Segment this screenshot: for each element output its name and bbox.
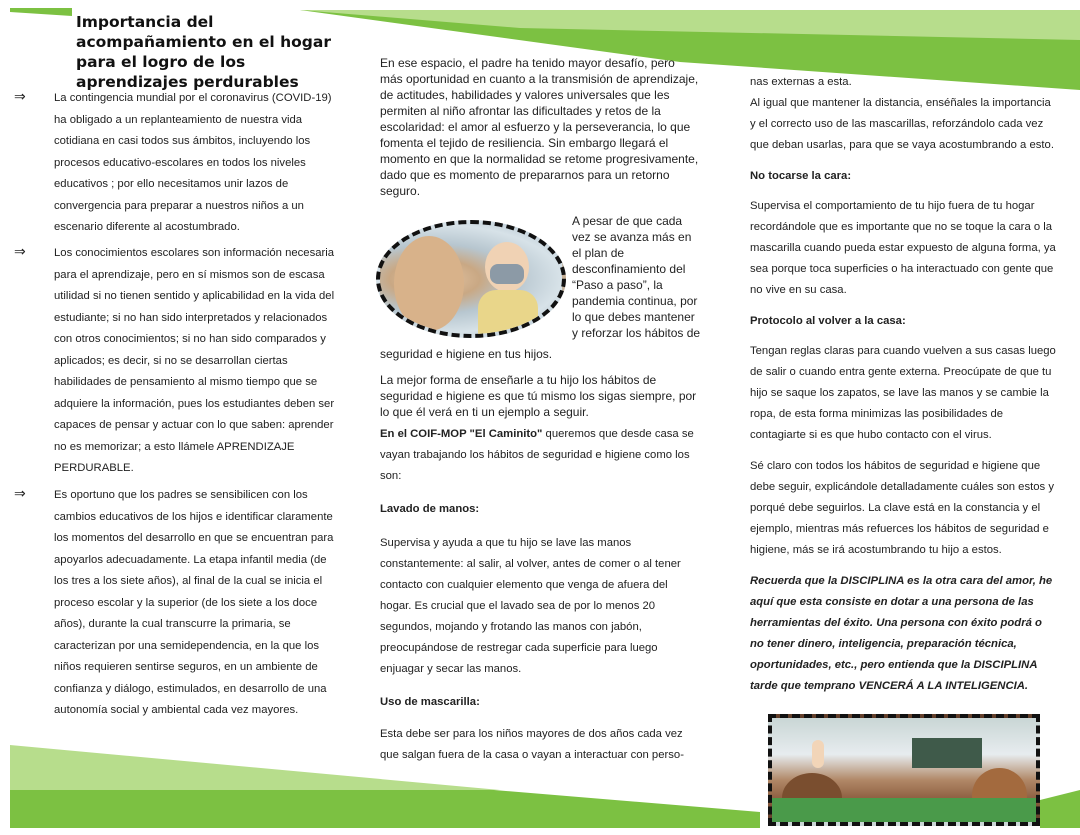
best-way-paragraph: La mejor forma de enseñarle a tu hijo los hábitos de seguridad e higiene es que tú mismo los sigas siempre, por lo que él verá en ti un ejemplo a seguir. (380, 373, 697, 419)
mask-text: Esta debe ser para los niños mayores de dos años cada vez que salgan fuera de la casa o vayan a interactuar con perso- (380, 728, 684, 761)
classroom-photo (768, 714, 1040, 826)
right-body (750, 72, 1058, 697)
photo-wrap-paragraph: A pesar de que cada vez se avanza más en el plan de desconfinamiento del “Paso a paso”, la pandemia continua, por lo que debes mantener y reforzar los hábitos de (572, 214, 701, 340)
bullet-text: La contingencia mundial por el coronavirus (COVID-19) ha obligado a un replanteamiento de nuestra vida cotidiana en casi todos sus ámbitos, incluyendo los procesos educativo-escolares en todos los niveles educativos ; por ello necesitamos unir lazos de convergencia para preparar a nuestros niños a un escenario diferente al acostumbrado. (54, 92, 332, 233)
arrow-icon: ⇒ (14, 88, 26, 104)
bottom-right-green-band (1040, 790, 1080, 828)
coif-rest: queremos que desde casa se vayan trabajando los hábitos de seguridad e higiene como los son: (380, 428, 694, 482)
chalkboard (912, 738, 982, 768)
photo-wrap-end: seguridad e higiene en tus hijos. (380, 347, 553, 361)
discipline-quote: Recuerda que la DISCIPLINA es la otra cara del amor, he aquí que esta consiste en dotar a una persona de las herramientas del éxito. Una persona con éxito podrá o no tener dinero, inteligencia, preparación técnica, oportunidades, etc., pero entienda que la DISCIPLINA tarde que temprano VENCERÁ A LA INTELIGENCIA. (750, 575, 1053, 692)
child-shirt (478, 290, 538, 338)
handwash-heading: Lavado de manos: (380, 503, 480, 515)
arrow-icon: ⇒ (14, 243, 26, 259)
distance-paragraph: Al igual que mantener la distancia, enséñales la importancia y el correcto uso de las mascarillas, reforzándolo cada vez que deban usarlas, para que se vaya acostumbrando a esto. (750, 97, 1054, 151)
face-text: Supervisa el comportamiento de tu hijo fuera de tu hogar recordándole que es importante que no se toque la cara o la mascarilla cuando pueda estar expuesto de alguna forma, ya sea porque toca superficies o ha interactuado con gente que no vive en su casa. (750, 200, 1056, 296)
desk-row (772, 798, 1036, 822)
top-left-green-band (10, 8, 72, 16)
middle-intro (380, 55, 700, 199)
raised-hand (812, 740, 824, 768)
mask-continuation: nas externas a esta. (750, 76, 852, 88)
bullet-text: Los conocimientos escolares son información necesaria para el aprendizaje, pero en sí mismos son de escasa utilidad si no tienen sentido y aplicabilidad en la vida del estudiante; si no han sido interpretados y relacionados con otros conocimientos; si no han sido comparados y aplicados; es decir, si no se desarrollan ciertas habilidades de pensamiento al mismo tiempo que se adquiere la información, pues los estudiantes deben ser capaces de pensar y actuar con lo que saben: aprender no es memorizar; a esto llámele APRENDIZAJE PERDURABLE. (54, 247, 335, 474)
photo-wrap-text (572, 213, 704, 341)
bullet-text: Es oportuno que los padres se sensibilicen con los cambios educativos de los hijos e identificar claramente los momentos del desarrollo en que se encuentran para apoyarlos adecuadamente. La etapa infantil media (de los tres a los siete años), al final de la cual se inicia el proceso escolar y la superior (de los siete a los doce años), durante la cual transcurre la primaria, se caracterizan por una semidependencia, en la que los niños requieren sentirse seguros, en un ambiente de confianza y diálogo, estimulados, en desarrollo de una autonomía social y ambiental cada vez mayores. (54, 489, 334, 716)
intro-paragraph: En ese espacio, el padre ha tenido mayor desafío, pero más oportunidad en cuanto a la transmisión de aprendizaje, de actitudes, habilidades y valores universales que les permiten al niño afrontar las dificultades y retos de la escolaridad: el amor al esfuerzo y la perseverancia, lo que fomenta el tejido de resiliencia. Sin embargo llegará el momento en que la normalidad se retome progresivamente, dado que es momento de prepararnos para un retorno seguro. (380, 56, 699, 198)
mask-heading: Uso de mascarilla: (380, 696, 480, 708)
clear-rules-text: Sé claro con todos los hábitos de seguridad e higiene que debe seguir, explicándole detalladamente cuáles son estos y porqué debe seguirlos. La clave está en la constancia y el ejemplo, mientras más refuerces los hábitos de seguridad e higiene, más se irá acostumbrando tu hijo a estos. (750, 460, 1054, 556)
middle-body (380, 346, 700, 766)
face-mask (490, 264, 524, 284)
mother-daughter-mask-photo (376, 220, 566, 338)
page-title: Importancia del acompañamiento en el hogar para el logro de los aprendizajes perdurables (76, 13, 332, 91)
handwash-text: Supervisa y ayuda a que tu hijo se lave las manos constantemente: al salir, al volver, antes de comer o al tener contacto con cualquier elemento que venga de afuera del hogar. Es crucial que el lavado sea de por lo menos 20 segundos, mojando y frotando las manos con jabón, preocupándose de restregar cada superficie para luego enjuagar y secar las manos. (380, 537, 681, 675)
face-heading: No tocarse la cara: (750, 170, 852, 182)
coif-paragraph (380, 424, 700, 487)
protocol-heading: Protocolo al volver a la casa: (750, 315, 906, 327)
coif-name: En el COIF-MOP "El Caminito" (380, 428, 543, 440)
protocol-text: Tengan reglas claras para cuando vuelven a sus casas luego de salir o cuando entra gente externa. Preocúpate de que tu hijo se saque los zapatos, se lave las manos y se cambie la ropa, de esta forma minimizas las posibilidades de contagiarte si es que hubo contacto con el virus. (750, 345, 1056, 441)
arrow-icon: ⇒ (14, 485, 26, 501)
mother-figure (394, 236, 464, 331)
